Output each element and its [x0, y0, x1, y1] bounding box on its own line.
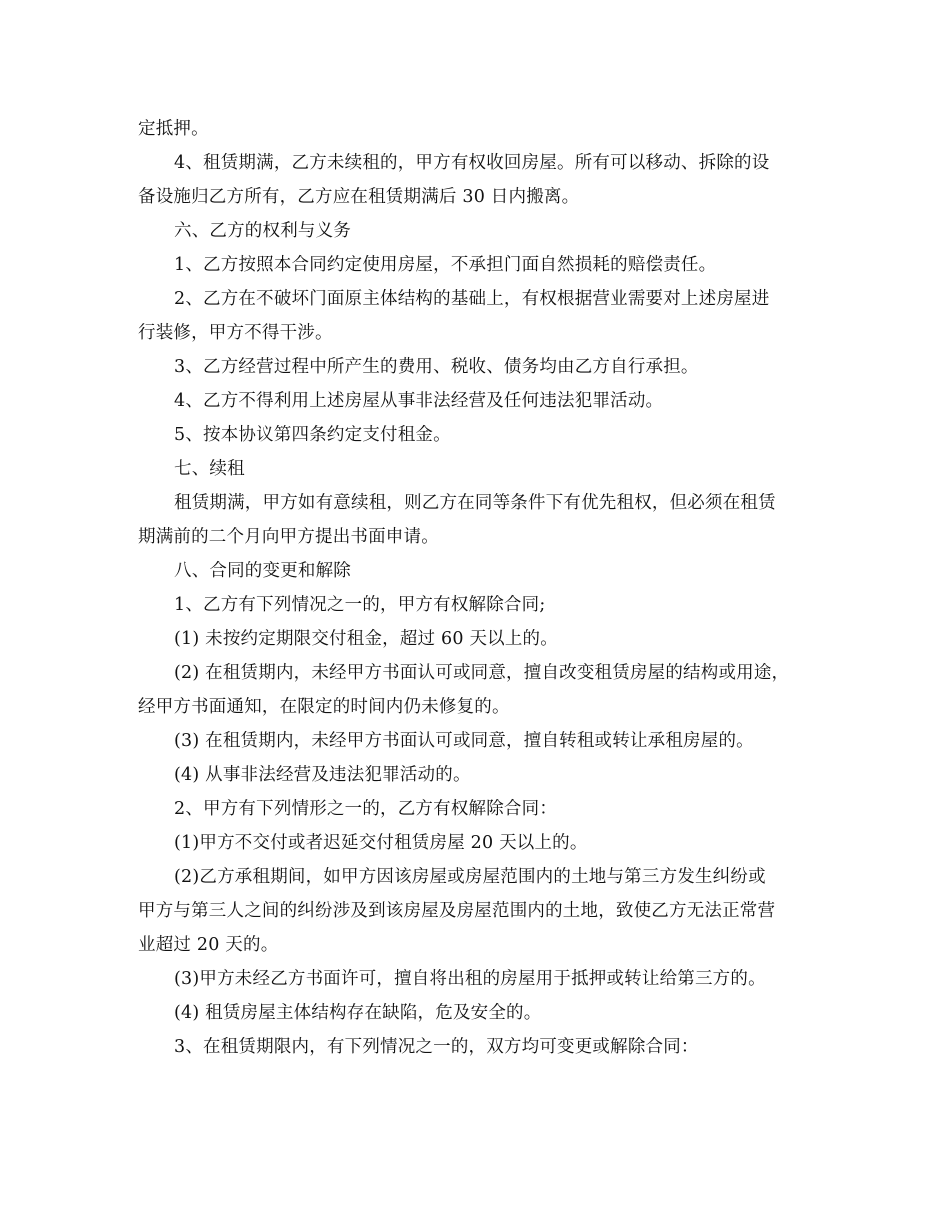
text-line: 4、租赁期满，乙方未续租的，甲方有权收回房屋。所有可以移动、拆除的设 [174, 153, 770, 173]
text-line: 1、乙方按照本合同约定使用房屋，不承担门面自然损耗的赔偿责任。 [174, 255, 717, 275]
text-line: 1、乙方有下列情况之一的，甲方有权解除合同; [174, 595, 546, 615]
text-line: 2、乙方在不破坏门面原主体结构的基础上，有权根据营业需要对上述房屋进 [174, 289, 770, 309]
text-line: (4) 从事非法经营及违法犯罪活动的。 [174, 765, 471, 785]
text-line: 3、乙方经营过程中所产生的费用、税收、债务均由乙方自行承担。 [174, 357, 699, 377]
text-line: 租赁期满，甲方如有意续租，则乙方在同等条件下有优先租权，但必须在租赁 [174, 493, 776, 513]
text-line: (3)甲方未经乙方书面许可，擅自将出租的房屋用于抵押或转让给第三方的。 [174, 969, 766, 989]
text-line: 七、续租 [174, 459, 245, 479]
text-line: (1) 未按约定期限交付租金，超过 60 天以上的。 [174, 629, 558, 649]
text-line: 4、乙方不得利用上述房屋从事非法经营及任何违法犯罪活动。 [174, 391, 664, 411]
text-line: 行装修，甲方不得干涉。 [138, 323, 333, 343]
text-line: 甲方与第三人之间的纠纷涉及到该房屋及房屋范围内的土地，致使乙方无法正常营 [138, 901, 776, 921]
text-line: 定抵押。 [138, 119, 209, 139]
text-line: 2、甲方有下列情形之一的，乙方有权解除合同： [174, 799, 558, 819]
text-line: 经甲方书面通知，在限定的时间内仍未修复的。 [138, 697, 510, 717]
text-line: 八、合同的变更和解除 [174, 561, 351, 581]
text-line: 业超过 20 天的。 [138, 935, 279, 955]
text-line: (2) 在租赁期内，未经甲方书面认可或同意，擅自改变租赁房屋的结构或用途， [174, 663, 790, 683]
text-line: 六、乙方的权利与义务 [174, 221, 351, 241]
text-line: (3) 在租赁期内，未经甲方书面认可或同意，擅自转租或转让承租房屋的。 [174, 731, 754, 751]
document-body [138, 112, 822, 1064]
text-line: 3、在租赁期限内，有下列情况之一的，双方均可变更或解除合同： [174, 1037, 699, 1057]
text-line: (1)甲方不交付或者迟延交付租赁房屋 20 天以上的。 [174, 833, 588, 853]
text-line: 备设施归乙方所有，乙方应在租赁期满后 30 日内搬离。 [138, 187, 580, 207]
text-line: (4) 租赁房屋主体结构存在缺陷，危及安全的。 [174, 1003, 542, 1023]
text-line: 5、按本协议第四条约定支付租金。 [174, 425, 451, 445]
text-line: (2)乙方承租期间，如甲方因该房屋或房屋范围内的土地与第三方发生纠纷或 [174, 867, 766, 887]
text-line: 期满前的二个月向甲方提出书面申请。 [138, 527, 439, 547]
